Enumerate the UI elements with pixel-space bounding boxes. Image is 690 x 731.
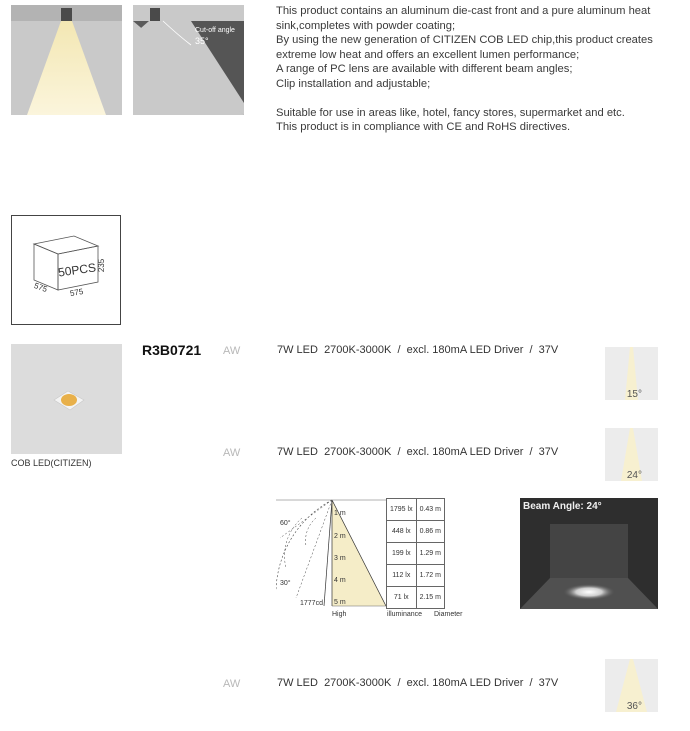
cob-led-photo	[11, 344, 122, 454]
package-depth: 575	[32, 280, 49, 295]
variant-spec: 7W LED 2700K-3000K / excl. 180mA LED Driver / 37V	[277, 446, 559, 458]
diameter-cell: 1.72 m	[416, 565, 444, 587]
table-row	[387, 543, 445, 565]
room-render	[520, 498, 658, 609]
beam-render-image	[520, 498, 658, 609]
fixture-icon	[61, 8, 72, 21]
illuminance-cell: 448 lx	[387, 521, 417, 543]
cutoff-angle-thumbnail	[133, 5, 244, 115]
fixture-icon	[150, 8, 160, 21]
diameter-cell: 1.29 m	[416, 543, 444, 565]
table-row	[387, 521, 445, 543]
angle-label: 30°	[280, 580, 291, 587]
description-line: This product contains an aluminum die-cast front and a pure aluminum heat sink,completes with powder coating;	[276, 5, 651, 32]
diameter-cell: 2.15 m	[416, 587, 444, 609]
beam-angle-label: 15°	[626, 389, 642, 400]
light-cone-thumbnail	[11, 5, 122, 115]
led-caption: COB LED(CITIZEN)	[11, 458, 92, 468]
product-code: R3B0721	[142, 342, 202, 358]
light-cone-illustration	[11, 5, 122, 115]
beam-angle-label: 24°	[626, 470, 642, 481]
cob-led-chip	[11, 344, 122, 454]
angle-label: 60°	[280, 520, 291, 527]
beam-render-title: Beam Angle: 24°	[523, 501, 602, 512]
illuminance-cell: 112 lx	[387, 565, 417, 587]
distance-label: 4 m	[334, 577, 346, 584]
variant-tag: AW	[223, 678, 241, 690]
footer-illuminance: illuminance	[387, 611, 423, 618]
description-line: By using the new generation of CITIZEN COB LED chip,this product creates extreme low heat and offers an excellent lumen performance;	[276, 34, 653, 61]
photometric-table	[386, 498, 445, 609]
product-description	[276, 4, 681, 135]
diameter-cell: 0.43 m	[416, 499, 444, 521]
cutoff-angle-illustration	[133, 5, 244, 115]
diameter-cell: 0.86 m	[416, 521, 444, 543]
distance-label: 5 m	[334, 599, 346, 606]
package-quantity: 50PCS	[57, 260, 97, 280]
illuminance-cell: 71 lx	[387, 587, 417, 609]
beam-angle-label: 36°	[626, 701, 642, 712]
illuminance-cell: 1795 lx	[387, 499, 417, 521]
beam-angle-thumbnail	[605, 347, 658, 400]
package-width: 575	[69, 286, 85, 299]
variant-tag: AW	[223, 345, 241, 357]
usage-line: This product is in compliance with CE and RoHS directives.	[276, 121, 571, 134]
footer-diameter: Diameter	[434, 611, 463, 618]
description-line: A range of PC lens are available with different beam angles;	[276, 63, 573, 76]
variant-spec: 7W LED 2700K-3000K / excl. 180mA LED Driver / 37V	[277, 344, 559, 356]
cutoff-angle-value: 35°	[195, 36, 209, 46]
candela-label: 1777cd	[300, 600, 323, 607]
table-row	[387, 565, 445, 587]
distance-label: 1 m	[334, 510, 346, 517]
description-line: Clip installation and adjustable;	[276, 77, 431, 90]
table-row	[387, 587, 445, 609]
variant-tag: AW	[223, 447, 241, 459]
beam-angle-thumbnail	[605, 659, 658, 712]
distance-label: 3 m	[334, 555, 346, 562]
cutoff-angle-label: Cut-off angle	[195, 27, 235, 34]
illuminance-cell: 199 lx	[387, 543, 417, 565]
package-height: 235	[97, 258, 107, 273]
package-info-box	[11, 215, 121, 325]
distance-label: 2 m	[334, 533, 346, 540]
table-row	[387, 499, 445, 521]
beam-angle-thumbnail	[605, 428, 658, 481]
photometric-diagram	[276, 498, 472, 622]
usage-line: Suitable for use in areas like, hotel, fancy stores, supermarket and etc.	[276, 106, 625, 119]
variant-spec: 7W LED 2700K-3000K / excl. 180mA LED Driver / 37V	[277, 677, 559, 689]
footer-high: High	[332, 611, 347, 618]
